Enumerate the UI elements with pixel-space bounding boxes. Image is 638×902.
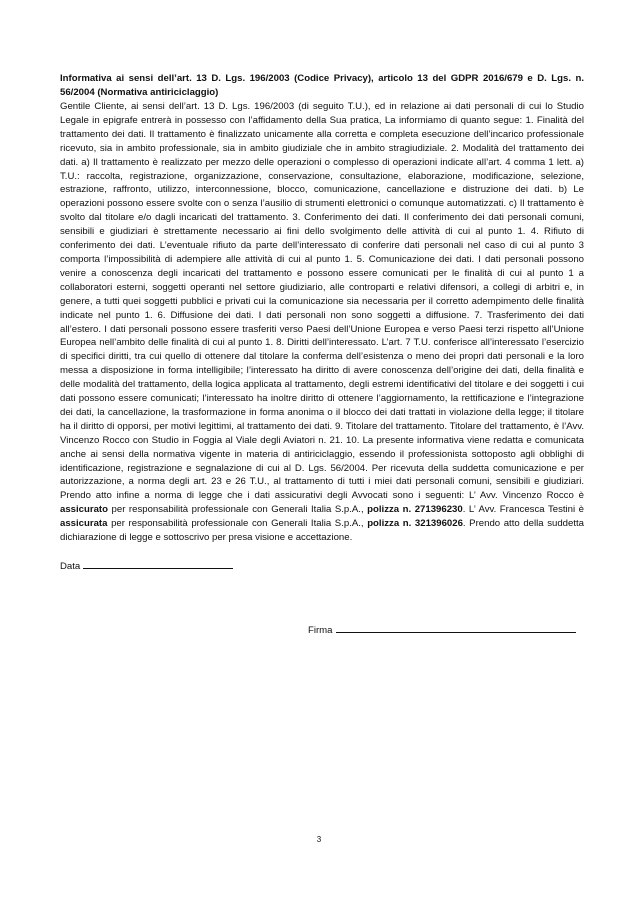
document-body	[60, 100, 584, 545]
signature-blank-line	[336, 623, 576, 633]
body-text-3: . L’ Avv. Francesca Testini è	[462, 504, 585, 516]
body-text-4: per responsabilità professionale con Generali Italia S.p.A.,	[107, 518, 368, 530]
date-label: Data	[60, 561, 81, 572]
date-field	[60, 559, 280, 574]
body-bold-1: assicurato	[60, 504, 108, 516]
body-text-2: per responsabilità professionale con Generali Italia S.p.A.,	[108, 504, 368, 516]
body-bold-3: assicurata	[60, 518, 108, 530]
policy-number-2: polizza n. 321396026	[367, 518, 463, 530]
page-number: 3	[316, 835, 322, 844]
body-text-5: . Prendo atto della suddetta dichiarazione di legge e sottoscrivo per presa visione e accettazione.	[60, 518, 584, 544]
signature-field	[308, 623, 588, 638]
signature-label: Firma	[308, 625, 333, 636]
document-page	[60, 72, 584, 545]
policy-number-1: polizza n. 271396230	[367, 504, 463, 516]
date-blank-line	[83, 559, 233, 569]
body-text-1: Gentile Cliente, ai sensi dell’art. 13 D. Lgs. 196/2003 (di seguito T.U.), ed in relazione ai dati personali di cui lo Studio Legale in epigrafe entrerà in possesso con l’affidamento della Sua pratica, La informiamo di quanto segue: 1. Finalità del trattamento dei dati. Il trattamento è finalizzato unicamente alla corretta e completa esecuzione dell’incarico professionale ricevuto, sia in ambito professionale, sia in ambito giudiziale che in ambito stragiudiziale. 2. Modalità del trattamento dei dati. a) Il trattamento è realizzato per mezzo delle operazioni o complesso di operazioni indicate all’art. 4 comma 1 lett. a) T.U.: raccolta, registrazione, organizzazione, conservazione, consultazione, elaborazione, modificazione, selezione, estrazione, raffronto, utilizzo, interconnessione, blocco, comunicazione, cancellazione e distruzione dei dati. b) Le operazioni possono essere svolte con o senza l’ausilio di strumenti elettronici o comunque automatizzati. c) Il trattamento è svolto dal titolare e/o dagli incaricati del trattamento. 3. Conferimento dei dati. Il conferimento dei dati personali comuni, sensibili e giudiziari è strettamente necessario ai fini dello svolgimento delle attività di cui al punto 1. 4. Rifiuto di conferimento dei dati. L’eventuale rifiuto da parte dell’interessato di conferire dati personali nel caso di cui al punto 3 comporta l’impossibilità di adempiere alle attività di cui al punto 1. 5. Comunicazione dei dati. I dati personali possono venire a conoscenza degli incaricati del trattamento e possono essere comunicati per le finalità di cui al punto 1 a collaboratori esterni, soggetti operanti nel settore giudiziario, alle controparti e relativi difensori, a collegi di arbitri e, in genere, a tutti quei soggetti pubblici e privati cui la comunicazione sia necessaria per il corretto adempimento delle finalità indicate nel punto 1. 6. Diffusione dei dati. I dati personali non sono soggetti a diffusione. 7. Trasferimento dei dati all’estero. I dati personali possono essere trasferiti verso Paesi dell’Unione Europea e verso Paesi terzi rispetto all’Unione Europea nell’ambito delle finalità di cui al punto 1. 8. Diritti dell’interessato. L’art. 7 T.U. conferisce all’interessato l’esercizio di specifici diritti, tra cui quello di ottenere dal titolare la conferma dell’esistenza o meno dei propri dati personali e la loro messa a disposizione in forma intelligibile; l’interessato ha diritto di avere conoscenza dell’origine dei dati, della finalità e delle modalità del trattamento, della logica applicata al trattamento, degli estremi identificativi del titolare e dei soggetti i cui dati possono essere comunicati; l’interessato ha inoltre diritto di ottenere l’aggiornamento, la rettificazione e l’integrazione dei dati, la cancellazione, la trasformazione in forma anonima o il blocco dei dati trattati in violazione della legge; il titolare ha il diritto di opporsi, per motivi legittimi, al trattamento dei dati. 9. Titolare del trattamento. Titolare del trattamento, è l’Avv. Vincenzo Rocco con Studio in Foggia al Viale degli Aviatori n. 21. 10. La presente informativa viene redatta e comunicata anche ai sensi della normativa vigente in materia di antiriciclaggio, essendo il professionista sottoposto agli obblighi di identificazione, registrazione e segnalazione di cui al D. Lgs. 56/2004. Per ricevuta della suddetta comunicazione e per autorizzazione, a norma degli art. 23 e 26 T.U., al trattamento di tutti i miei dati personali comuni, sensibili e giudiziari. Prendo atto infine a norma di legge che i dati assicurativi degli Avvocati sono i seguenti: L’ Avv. Vincenzo Rocco è	[60, 101, 584, 502]
document-title: Informativa ai sensi dell’art. 13 D. Lgs. 196/2003 (Codice Privacy), articolo 13 del GDPR 2016/679 e D. Lgs. n. 56/2004 (Normativa antiriciclaggio)	[60, 73, 584, 98]
